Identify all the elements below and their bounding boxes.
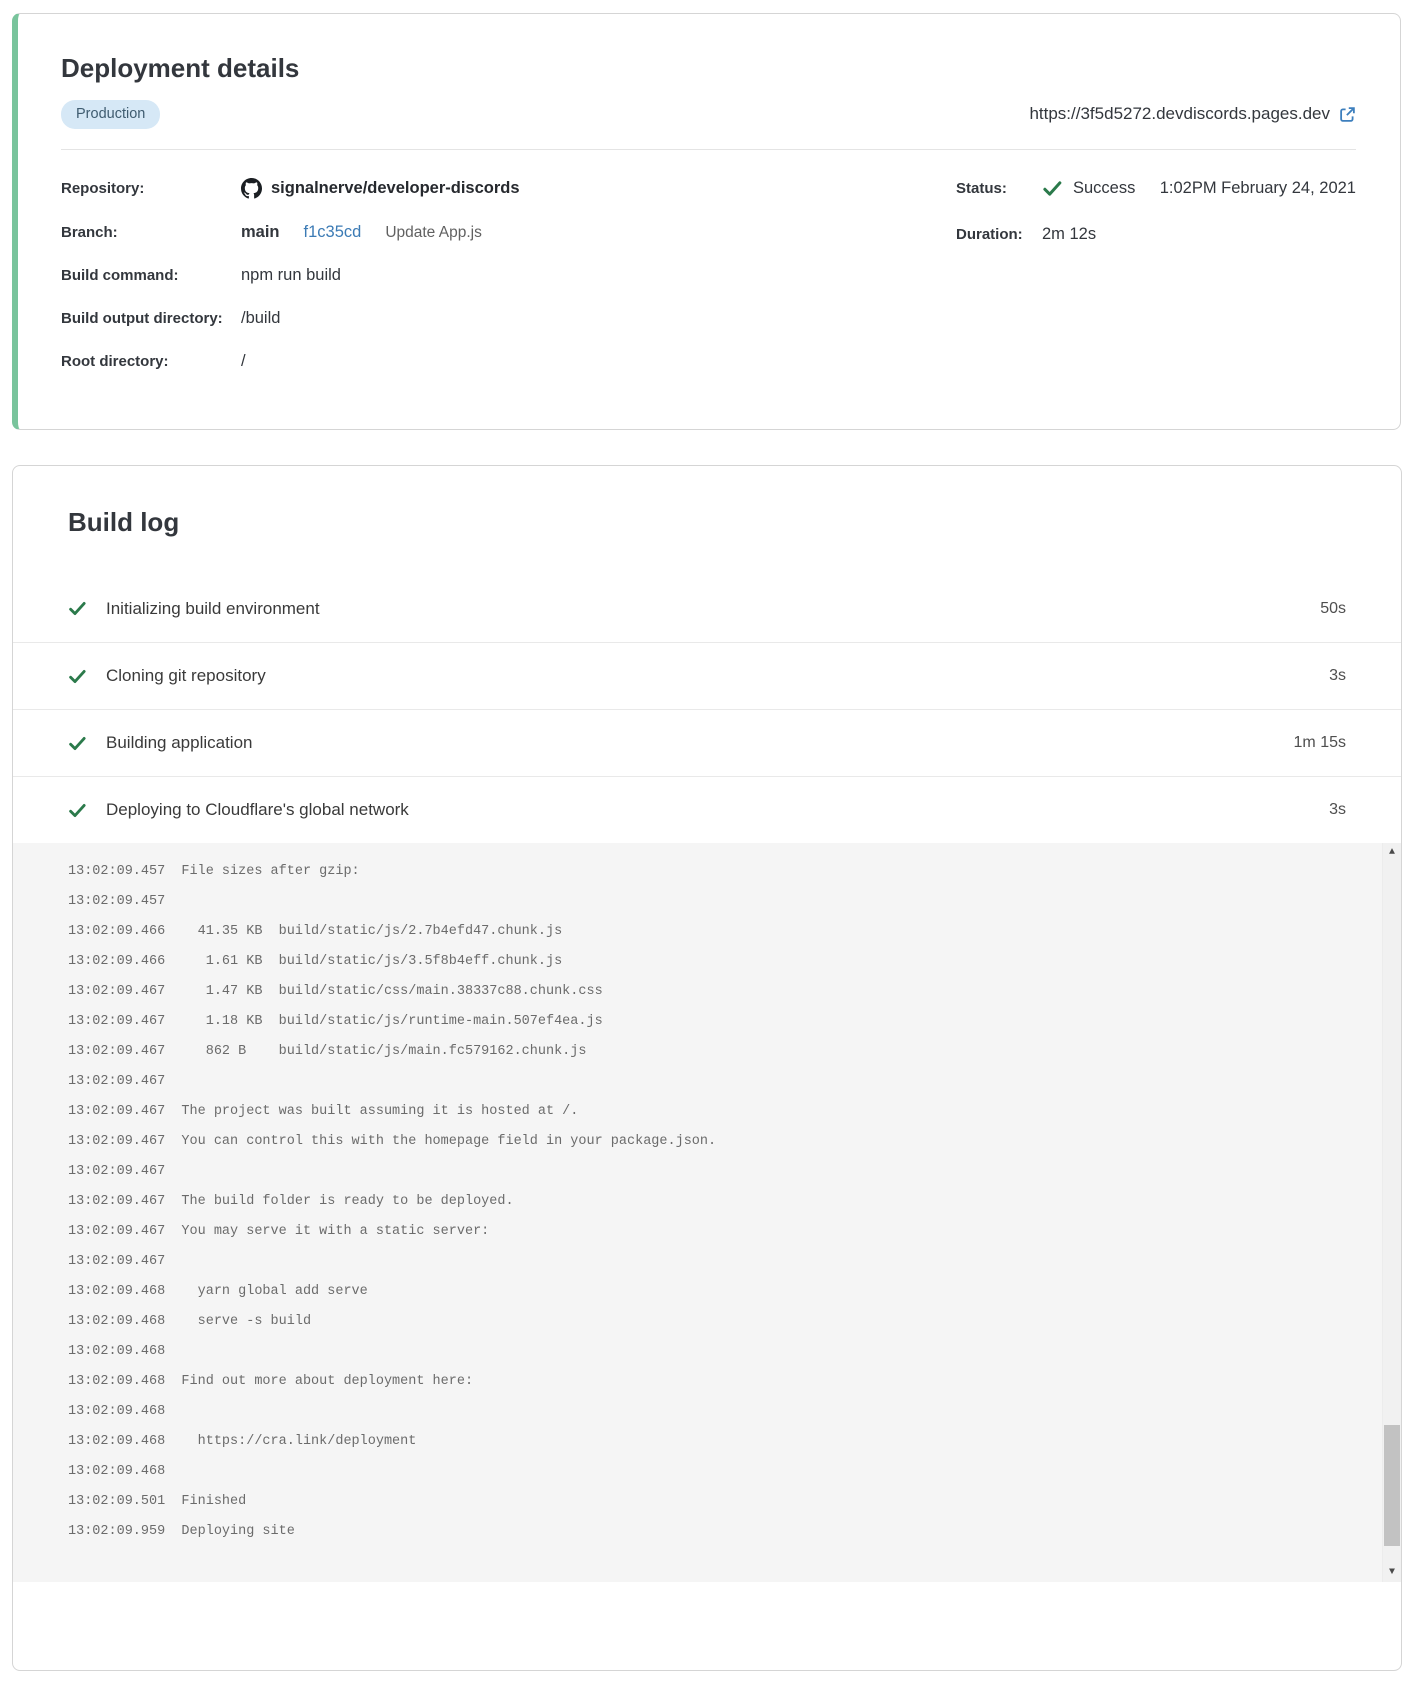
deployment-url[interactable]: https://3f5d5272.devdiscords.pages.dev bbox=[1029, 104, 1330, 124]
log-line bbox=[68, 1427, 1321, 1457]
log-line bbox=[68, 857, 1321, 887]
log-message bbox=[165, 1404, 181, 1419]
duration-label: Duration: bbox=[956, 226, 1023, 243]
build-step-duration: 3s bbox=[1329, 801, 1346, 818]
log-message: The project was built assuming it is hosted at /. bbox=[165, 1104, 579, 1119]
branch-value bbox=[241, 223, 956, 242]
log-message: 1.61 KB build/static/js/3.5f8b4eff.chunk.js bbox=[165, 954, 563, 969]
log-message bbox=[165, 1164, 181, 1179]
duration-row bbox=[956, 224, 1356, 246]
log-line bbox=[68, 1307, 1321, 1337]
log-timestamp: 13:02:09.467 bbox=[68, 984, 166, 999]
log-message bbox=[165, 1344, 181, 1359]
log-timestamp: 13:02:09.467 bbox=[68, 1194, 166, 1209]
scrollbar-down-arrow-icon[interactable]: ▼ bbox=[1388, 1567, 1395, 1578]
log-message: 1.18 KB build/static/js/runtime-main.507ef4ea.js bbox=[165, 1014, 603, 1029]
log-message: yarn global add serve bbox=[165, 1284, 368, 1299]
build-command-value: npm run build bbox=[241, 265, 341, 284]
log-line bbox=[68, 1397, 1321, 1427]
log-message: You may serve it with a static server: bbox=[165, 1224, 490, 1239]
build-step-duration: 3s bbox=[1329, 667, 1346, 684]
build-step-duration: 50s bbox=[1320, 599, 1346, 617]
log-timestamp: 13:02:09.467 bbox=[68, 1014, 166, 1029]
build-step-row[interactable] bbox=[13, 575, 1401, 642]
log-timestamp: 13:02:09.467 bbox=[68, 1074, 166, 1089]
log-message bbox=[165, 1074, 181, 1089]
log-timestamp: 13:02:09.468 bbox=[68, 1344, 166, 1359]
log-message: Deploying site bbox=[165, 1524, 295, 1539]
repository-value bbox=[241, 178, 956, 199]
status-label: Status: bbox=[956, 180, 1007, 197]
status-text: Success bbox=[1073, 179, 1136, 197]
log-message: 41.35 KB build/static/js/2.7b4efd47.chunk.js bbox=[165, 924, 563, 939]
duration-value: 2m 12s bbox=[1042, 225, 1097, 243]
build-log-title: Build log bbox=[68, 507, 180, 537]
log-timestamp: 13:02:09.467 bbox=[68, 1224, 166, 1239]
build-log-output bbox=[13, 843, 1401, 1582]
root-directory-label: Root directory: bbox=[61, 352, 169, 370]
log-line bbox=[68, 1007, 1321, 1037]
build-step-row[interactable] bbox=[13, 709, 1401, 776]
log-timestamp: 13:02:09.467 bbox=[68, 1254, 166, 1269]
log-timestamp: 13:02:09.467 bbox=[68, 1104, 166, 1119]
log-message bbox=[165, 1464, 181, 1479]
build-output-directory-value: /build bbox=[241, 308, 281, 327]
deployment-details-grid bbox=[61, 178, 1356, 371]
log-line bbox=[68, 1217, 1321, 1247]
branch-name: main bbox=[241, 222, 280, 241]
log-timestamp: 13:02:09.501 bbox=[68, 1494, 166, 1509]
deployment-url-link[interactable] bbox=[1029, 104, 1356, 124]
check-icon bbox=[1042, 178, 1063, 199]
log-message: The build folder is ready to be deployed. bbox=[165, 1194, 514, 1209]
log-timestamp: 13:02:09.468 bbox=[68, 1314, 166, 1329]
build-step-row[interactable] bbox=[13, 776, 1401, 843]
log-timestamp: 13:02:09.468 bbox=[68, 1434, 166, 1449]
commit-message: Update App.js bbox=[385, 223, 482, 241]
log-line bbox=[68, 1337, 1321, 1367]
log-line bbox=[68, 917, 1321, 947]
log-message: You can control this with the homepage field in your package.json. bbox=[165, 1134, 717, 1149]
log-line bbox=[68, 1037, 1321, 1067]
log-timestamp: 13:02:09.467 bbox=[68, 1044, 166, 1059]
commit-hash-link[interactable]: f1c35cd bbox=[303, 222, 362, 241]
log-timestamp: 13:02:09.468 bbox=[68, 1374, 166, 1389]
log-timestamp: 13:02:09.468 bbox=[68, 1404, 166, 1419]
card-divider bbox=[61, 149, 1356, 150]
log-line bbox=[68, 1067, 1321, 1097]
log-line bbox=[68, 947, 1321, 977]
build-log-card bbox=[12, 465, 1402, 1671]
log-line bbox=[68, 1367, 1321, 1397]
build-steps-list bbox=[13, 575, 1401, 843]
deployment-details-card bbox=[12, 13, 1401, 430]
github-icon bbox=[241, 178, 262, 199]
status-value bbox=[1042, 178, 1135, 199]
build-step-duration: 1m 15s bbox=[1293, 734, 1346, 751]
root-directory-value: / bbox=[241, 351, 246, 370]
repository-label: Repository: bbox=[61, 179, 145, 197]
log-message: File sizes after gzip: bbox=[165, 864, 360, 879]
log-message: Finished bbox=[165, 1494, 247, 1509]
scrollbar-thumb[interactable] bbox=[1384, 1425, 1400, 1545]
log-line bbox=[68, 1157, 1321, 1187]
build-step-label: Cloning git repository bbox=[106, 666, 266, 685]
log-scrollbar[interactable] bbox=[1382, 843, 1401, 1582]
log-line bbox=[68, 1097, 1321, 1127]
build-step-label: Deploying to Cloudflare's global network bbox=[106, 800, 409, 819]
scrollbar-up-arrow-icon[interactable]: ▲ bbox=[1388, 847, 1395, 858]
log-line bbox=[68, 1517, 1321, 1547]
log-timestamp: 13:02:09.959 bbox=[68, 1524, 166, 1539]
log-timestamp: 13:02:09.467 bbox=[68, 1134, 166, 1149]
log-line bbox=[68, 977, 1321, 1007]
badge-row bbox=[61, 100, 1356, 129]
log-message: 1.47 KB build/static/css/main.38337c88.chunk.css bbox=[165, 984, 603, 999]
log-message: https://cra.link/deployment bbox=[165, 1434, 417, 1449]
check-icon bbox=[68, 599, 87, 618]
repository-name: signalnerve/developer-discords bbox=[271, 178, 520, 197]
log-line bbox=[68, 1487, 1321, 1517]
check-icon bbox=[68, 734, 87, 753]
log-timestamp: 13:02:09.468 bbox=[68, 1284, 166, 1299]
log-message: 862 B build/static/js/main.fc579162.chunk.js bbox=[165, 1044, 587, 1059]
log-timestamp: 13:02:09.466 bbox=[68, 924, 166, 939]
build-step-row[interactable] bbox=[13, 642, 1401, 709]
check-icon bbox=[68, 667, 87, 686]
log-message: serve -s build bbox=[165, 1314, 312, 1329]
log-message: Find out more about deployment here: bbox=[165, 1374, 474, 1389]
external-link-icon[interactable] bbox=[1339, 106, 1356, 123]
log-timestamp: 13:02:09.457 bbox=[68, 894, 166, 909]
build-step-label: Building application bbox=[106, 733, 253, 752]
log-timestamp: 13:02:09.457 bbox=[68, 864, 166, 879]
build-command-label: Build command: bbox=[61, 266, 179, 284]
environment-badge: Production bbox=[61, 100, 160, 129]
status-timestamp: 1:02PM February 24, 2021 bbox=[1159, 179, 1356, 197]
details-right-column bbox=[956, 178, 1356, 371]
branch-label: Branch: bbox=[61, 223, 118, 241]
log-line bbox=[68, 1457, 1321, 1487]
log-timestamp: 13:02:09.468 bbox=[68, 1464, 166, 1479]
details-left-column bbox=[61, 178, 956, 371]
log-lines bbox=[68, 857, 1321, 1547]
log-message bbox=[165, 894, 181, 909]
log-timestamp: 13:02:09.466 bbox=[68, 954, 166, 969]
log-line bbox=[68, 1247, 1321, 1277]
build-step-label: Initializing build environment bbox=[106, 598, 320, 618]
status-row bbox=[956, 178, 1356, 200]
log-line bbox=[68, 1127, 1321, 1157]
log-message bbox=[165, 1254, 181, 1269]
log-line bbox=[68, 1277, 1321, 1307]
log-timestamp: 13:02:09.467 bbox=[68, 1164, 166, 1179]
deployment-details-title: Deployment details bbox=[61, 53, 300, 83]
log-line bbox=[68, 887, 1321, 917]
check-icon bbox=[68, 801, 87, 820]
log-line bbox=[68, 1187, 1321, 1217]
build-output-directory-label: Build output directory: bbox=[61, 309, 223, 327]
